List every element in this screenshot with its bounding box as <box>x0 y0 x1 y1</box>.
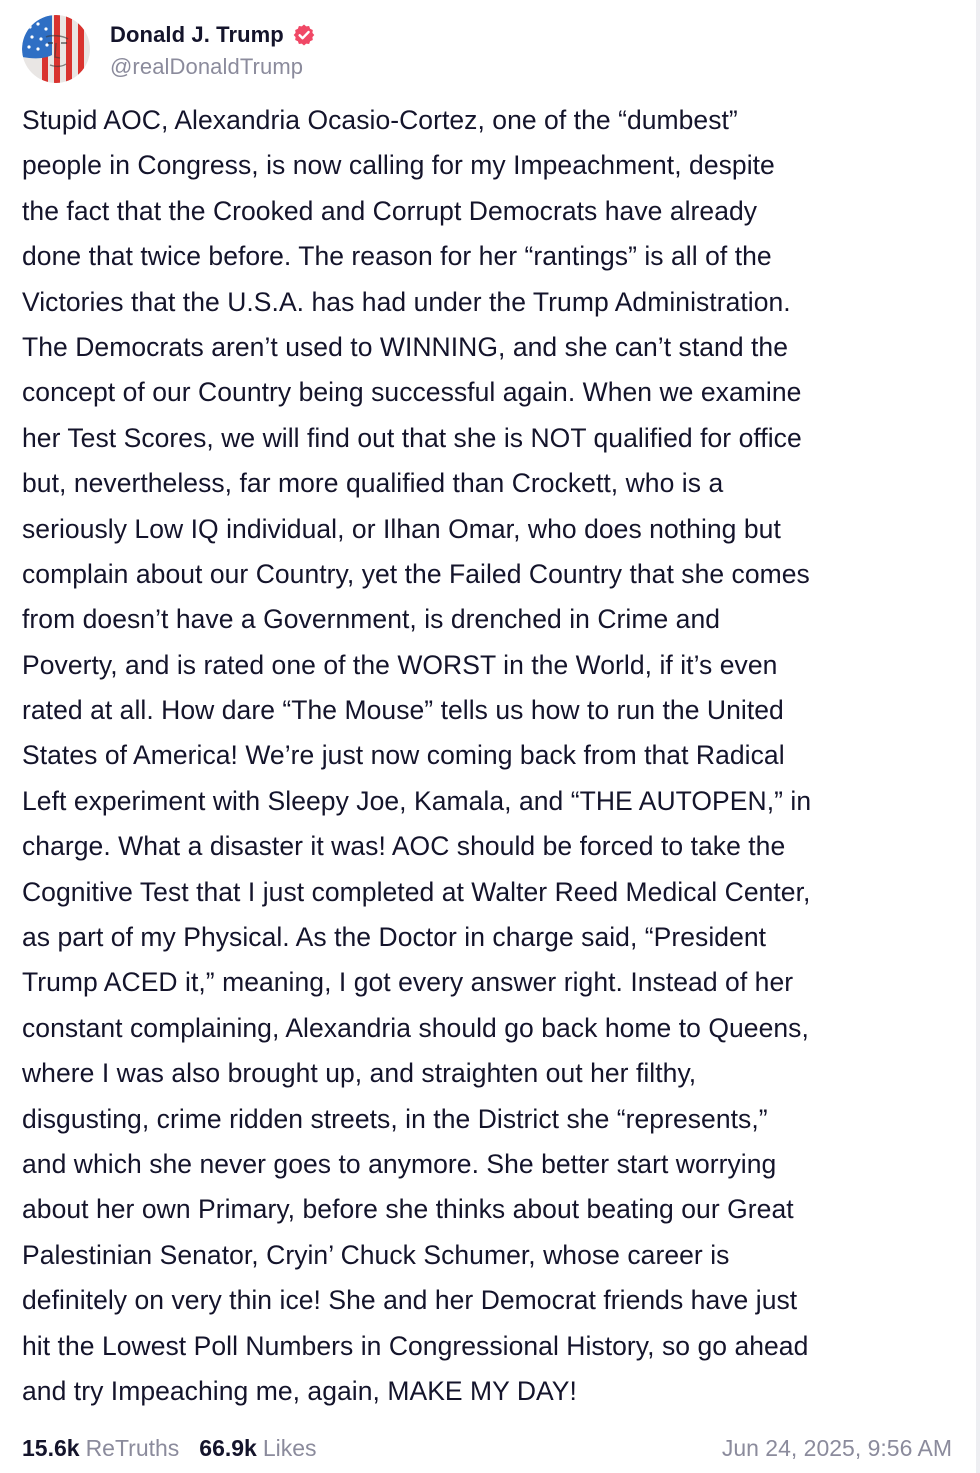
post-body-line: the fact that the Crooked and Corrupt Democrats have already <box>22 195 758 226</box>
post-body-line: people in Congress, is now calling for my Impeachment, despite <box>22 150 775 181</box>
avatar[interactable] <box>22 15 90 83</box>
post-body-line: Victories that the U.S.A. has had under the Trump Administration. <box>22 286 791 317</box>
post-header <box>22 14 316 84</box>
avatar-flag-portrait-icon <box>22 15 90 83</box>
post-body-line: constant complaining, Alexandria should go back home to Queens, <box>22 1012 809 1043</box>
post-body-line: Cognitive Test that I just completed at Walter Reed Medical Center, <box>22 876 811 907</box>
author-name-row <box>110 18 316 52</box>
post-body-line: concept of our Country being successful again. When we examine <box>22 377 802 408</box>
post-body-line: States of America! We’re just now coming back from that Radical <box>22 740 785 771</box>
post-body-line: and which she never goes to anymore. She better start worrying <box>22 1148 777 1179</box>
post-body-line: hit the Lowest Poll Numbers in Congressional History, so go ahead <box>22 1330 809 1361</box>
post-body-line: and try Impeaching me, again, MAKE MY DAY! <box>22 1375 577 1406</box>
post-body-line: rated at all. How dare “The Mouse” tells us how to run the United <box>22 695 784 726</box>
author-identity <box>110 18 316 80</box>
post-body-line: Left experiment with Sleepy Joe, Kamala, and “THE AUTOPEN,” in <box>22 785 812 816</box>
post-body-line: Poverty, and is rated one of the WORST in the World, if it’s even <box>22 649 778 680</box>
author-display-name[interactable]: Donald J. Trump <box>110 22 284 47</box>
post-footer <box>22 1430 952 1466</box>
author-handle[interactable]: @realDonaldTrump <box>110 54 304 79</box>
post-body-line: charge. What a disaster it was! AOC should be forced to take the <box>22 831 786 862</box>
right-edge-divider <box>976 0 980 1473</box>
retruths-count: 15.6k <box>22 1434 80 1461</box>
post-body-line: Palestinian Senator, Cryin’ Chuck Schumer, whose career is <box>22 1239 730 1270</box>
post-body-line: seriously Low IQ individual, or Ilhan Omar, who does nothing but <box>22 513 781 544</box>
post-body-line: about her own Primary, before she thinks about beating our Great <box>22 1194 794 1225</box>
post-body-line: disgusting, crime ridden streets, in the District she “represents,” <box>22 1103 768 1134</box>
verified-badge-icon <box>292 23 316 47</box>
post-body-line: The Democrats aren’t used to WINNING, and she can’t stand the <box>22 331 789 362</box>
post-stats <box>22 1435 337 1462</box>
post-body-line: her Test Scores, we will find out that she is NOT qualified for office <box>22 422 802 453</box>
retruths-label: ReTruths <box>85 1434 180 1461</box>
post-body-line: where I was also brought up, and straighten out her filthy, <box>22 1058 697 1089</box>
post-body-line: complain about our Country, yet the Failed Country that she comes <box>22 558 810 589</box>
post-body-line: definitely on very thin ice! She and her Democrat friends have just <box>22 1285 798 1316</box>
post-timestamp[interactable]: Jun 24, 2025, 9:56 AM <box>721 1434 952 1461</box>
retruths-stat[interactable] <box>22 1435 179 1462</box>
post-body-line: Trump ACED it,” meaning, I got every answer right. Instead of her <box>22 967 794 998</box>
post-body <box>22 98 957 1414</box>
post-body-line: but, nevertheless, far more qualified than Crockett, who is a <box>22 468 724 499</box>
post-body-line: as part of my Physical. As the Doctor in charge said, “President <box>22 922 767 953</box>
likes-count: 66.9k <box>199 1434 257 1461</box>
likes-label: Likes <box>262 1434 317 1461</box>
likes-stat[interactable] <box>199 1435 316 1462</box>
post-body-line: done that twice before. The reason for her “rantings” is all of the <box>22 241 772 272</box>
post-body-line: Stupid AOC, Alexandria Ocasio-Cortez, one of the “dumbest” <box>22 105 738 135</box>
post-body-line: from doesn’t have a Government, is drenched in Crime and <box>22 604 721 635</box>
